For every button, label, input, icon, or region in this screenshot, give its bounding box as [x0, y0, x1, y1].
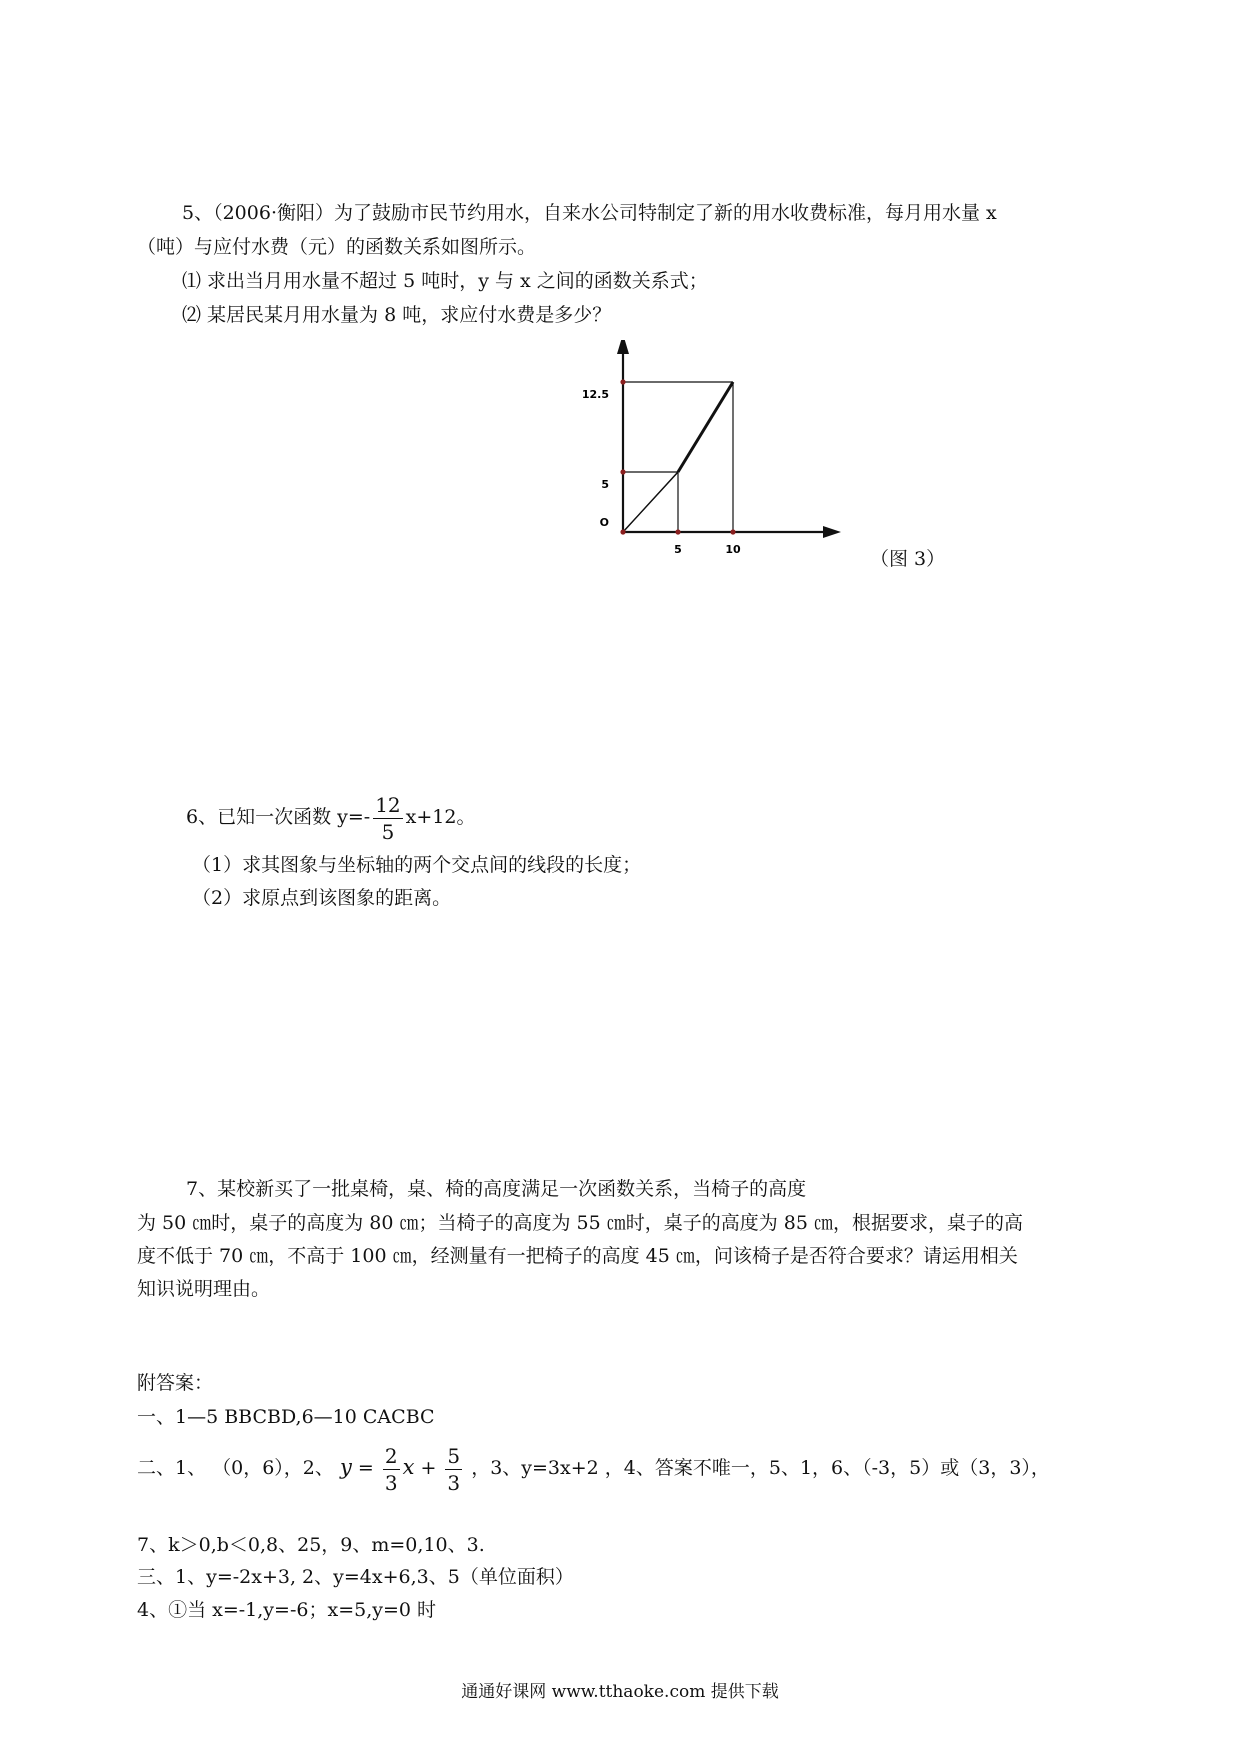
- q7-line-1: 7、某校新买了一批桌椅，桌、椅的高度满足一次函数关系，当椅子的高度: [186, 1178, 807, 1200]
- q6-prefix: 6、已知一次函数 y=-: [186, 806, 371, 828]
- eq-f2-num: 5: [447, 1443, 461, 1468]
- y-axis-arrow: [617, 340, 629, 354]
- eq-plus: +: [414, 1457, 443, 1479]
- x-tick-label-5: 5: [674, 543, 682, 556]
- eq-f2-den: 3: [447, 1470, 461, 1495]
- water-fee-chart: [570, 340, 870, 570]
- q5-line-2: （吨）与应付水费（元）的函数关系如图所示。: [137, 236, 537, 258]
- answers-line-3: 7、k＞0,b＜0,8、25，9、m=0,10、3.: [137, 1534, 485, 1556]
- y-tick-label-5: 5: [601, 478, 609, 491]
- eq-fraction-1: [383, 1443, 400, 1495]
- answers-line-2: [137, 1436, 1050, 1498]
- q7-line-4: 知识说明理由。: [137, 1278, 271, 1300]
- eq-y: y: [339, 1455, 352, 1479]
- q6-frac-num: 12: [375, 792, 401, 817]
- q6-part-1: （1）求其图象与坐标轴的两个交点间的线段的长度；: [192, 854, 642, 876]
- q6-suffix: x+12。: [405, 806, 476, 828]
- answers-line-2-a: 二、1、 （0，6），2、: [137, 1457, 334, 1479]
- page-footer: 通通好课网 www.tthaoke.com 提供下载: [461, 1682, 779, 1702]
- q7-line-3: 度不低于 70 ㎝，不高于 100 ㎝，经测量有一把椅子的高度 45 ㎝，问该椅子是否符合要求？请运用相关: [137, 1245, 1018, 1267]
- x-tick-dot-5: [675, 529, 680, 534]
- eq-equals: =: [351, 1457, 380, 1479]
- y-tick-label-12.5: 12.5: [581, 388, 609, 401]
- eq-fraction-2: [445, 1443, 462, 1495]
- origin-dot: [620, 529, 625, 534]
- series-segment-2: [678, 382, 733, 472]
- q6-part-2: （2）求原点到该图象的距离。: [192, 887, 452, 909]
- eq-x: x: [402, 1455, 415, 1479]
- eq-f1-num: 2: [384, 1443, 398, 1468]
- q6-fraction: [373, 792, 402, 844]
- eq-f1-den: 3: [384, 1470, 398, 1495]
- answers-line-5: 4、①当 x=-1,y=-6；x=5,y=0 时: [137, 1599, 437, 1621]
- answers-heading: 附答案：: [137, 1372, 214, 1394]
- q6-statement: [186, 786, 475, 848]
- answers-line-4: 三、1、y=-2x+3, 2、y=4x+6,3、5（单位面积）: [137, 1566, 574, 1588]
- q6-frac-den: 5: [381, 819, 395, 844]
- q7-line-2: 为 50 ㎝时，桌子的高度为 80 ㎝；当椅子的高度为 55 ㎝时，桌子的高度为 85 ㎝，根据要求，桌子的高: [137, 1212, 1024, 1234]
- q5-part-1: ⑴ 求出当月用水量不超过 5 吨时，y 与 x 之间的函数关系式；: [182, 270, 708, 292]
- q5-line-1: 5、（2006·衡阳）为了鼓励市民节约用水，自来水公司特制定了新的用水收费标准，每月用水量 x: [182, 202, 997, 224]
- y-tick-dot-12.5: [620, 379, 625, 384]
- answers-line-1: 一、1—5 BBCBD,6—10 CACBC: [137, 1406, 435, 1428]
- figure-caption: （图 3）: [870, 548, 946, 570]
- y-tick-dot-5: [620, 469, 625, 474]
- q5-part-2: ⑵ 某居民某月用水量为 8 吨，求应付水费是多少？: [182, 304, 612, 326]
- x-axis-arrow: [823, 526, 841, 538]
- answers-line-2-b: ，3、y=3x+2 ，4、答案不唯一，5、1，6、（-3，5）或（3，3），: [471, 1457, 1050, 1479]
- x-tick-label-10: 10: [725, 543, 741, 556]
- series-segment-1: [623, 472, 678, 532]
- origin-label: O: [599, 516, 609, 529]
- x-tick-dot-10: [730, 529, 735, 534]
